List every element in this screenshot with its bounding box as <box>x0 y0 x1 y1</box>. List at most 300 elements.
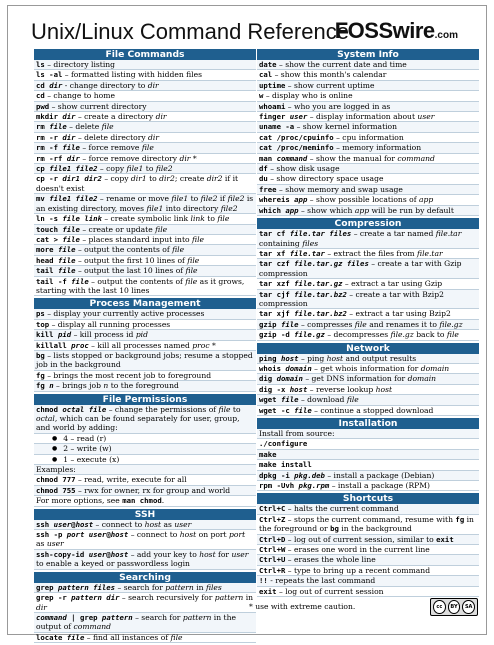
description-text: – log out of current session <box>276 586 384 596</box>
description-text: – show current directory <box>49 101 147 111</box>
command-row <box>257 154 479 164</box>
command-row <box>34 475 256 485</box>
description-text: – delete <box>66 122 102 132</box>
argument-reference: pattern <box>214 593 244 603</box>
description-text: – show directory space usage <box>267 174 384 184</box>
description-text: – lists stopped or background jobs; resume a stopped job in the background <box>36 350 253 370</box>
section-heading: File Commands <box>34 49 256 60</box>
argument-reference: dir2 <box>206 174 223 184</box>
command-text: bg <box>330 524 339 534</box>
command-argument: file.gz <box>294 330 325 340</box>
command-row <box>257 566 479 576</box>
command-row <box>257 504 479 514</box>
argument-reference: file <box>185 266 198 276</box>
command-text: Ctrl+U <box>259 555 286 565</box>
description-text: – display who is online <box>263 91 353 101</box>
description-text: – copy <box>101 174 131 184</box>
argument-reference: domain <box>420 363 450 373</box>
command-text: cd <box>36 91 45 101</box>
description-text: – compresses <box>298 319 355 329</box>
description-text: * <box>190 153 197 163</box>
argument-reference: file <box>192 234 204 244</box>
command-row <box>257 354 479 364</box>
command-text: wget <box>259 395 281 405</box>
command-row <box>34 133 256 143</box>
description-text: will be run by default <box>369 205 454 215</box>
command-argument: file <box>62 224 80 234</box>
command-text: chmod 755 <box>36 485 76 495</box>
command-text: rm -f <box>36 143 63 153</box>
permission-bullet: ● 2 – write (w) <box>36 444 254 453</box>
command-text: cp -r <box>36 174 63 184</box>
section-heading: Process Management <box>34 298 256 309</box>
command-argument: file <box>57 255 76 265</box>
creative-commons-icon <box>430 598 478 616</box>
argument-reference: file <box>446 330 459 340</box>
command-row <box>34 194 256 214</box>
argument-reference: user <box>174 519 192 529</box>
command-text: ls <box>36 60 45 69</box>
command-argument: command <box>36 612 67 622</box>
command-text: wget -c <box>259 405 295 415</box>
command-row <box>34 245 256 255</box>
command-argument: file <box>49 122 67 132</box>
command-argument: user <box>289 112 308 122</box>
command-row <box>34 583 256 593</box>
command-text: head <box>36 255 58 265</box>
command-row <box>257 102 479 112</box>
description-text: – brings the most recent job to foreground <box>44 370 212 380</box>
description-text: – directory listing <box>44 60 116 69</box>
command-text: ping <box>259 353 281 363</box>
command-text: make <box>259 449 277 459</box>
command-text: tar cjf <box>259 289 295 299</box>
by-label: BY <box>448 600 461 614</box>
description-text: to <box>188 194 201 204</box>
command-text: free <box>259 184 277 194</box>
command-argument: file.tar.gz <box>294 279 343 289</box>
command-text: whereis <box>259 195 295 205</box>
command-argument: file <box>71 276 89 286</box>
argument-reference: host <box>144 519 162 529</box>
command-text: gzip -d <box>259 330 295 340</box>
argument-reference: file2 <box>155 164 173 174</box>
argument-reference: file <box>217 214 230 224</box>
command-text: mv <box>36 194 50 204</box>
description-text: – search for <box>115 582 166 592</box>
argument-reference: file1 <box>171 194 189 204</box>
argument-reference: user <box>231 549 249 559</box>
argument-reference: host <box>326 353 344 363</box>
description-text: ; create <box>174 174 207 184</box>
command-row <box>257 81 479 91</box>
command-row <box>257 60 479 70</box>
command-argument: dir1 dir2 <box>62 174 102 184</box>
command-text: du <box>259 174 268 184</box>
command-row <box>257 229 479 249</box>
argument-reference: file <box>346 395 359 405</box>
command-row <box>34 550 256 570</box>
command-text: @ <box>106 549 111 559</box>
command-argument: pattern <box>101 612 133 622</box>
page-title: Unix/Linux Command Reference <box>31 19 349 44</box>
description-text: – search recursively for <box>119 593 215 603</box>
command-text: touch <box>36 224 63 234</box>
section-searching <box>34 572 256 643</box>
command-text: gzip <box>259 319 281 329</box>
command-row <box>257 290 479 310</box>
argument-reference: dir1 <box>130 174 147 184</box>
command-text: dig -x <box>259 384 290 394</box>
command-text: bg <box>36 350 45 360</box>
command-argument: file1 file2 <box>49 194 98 204</box>
command-text: tar xjf <box>259 309 295 319</box>
description-text: – show the manual for <box>307 153 398 163</box>
command-row <box>34 444 256 454</box>
command-text: locate <box>36 632 67 642</box>
command-argument: file.tar.bz2 <box>294 309 347 319</box>
command-argument: dir <box>66 153 80 163</box>
argument-reference: dir2 <box>159 174 175 184</box>
description-text: - repeats the last command <box>267 576 376 586</box>
argument-reference: host <box>375 384 393 394</box>
permission-bullet: ● 1 – execute (x) <box>36 455 254 464</box>
command-argument: domain <box>285 363 312 373</box>
command-row <box>257 364 479 374</box>
argument-reference: n <box>103 381 109 391</box>
description-text: – connect to <box>93 519 145 529</box>
command-argument: host <box>75 519 94 529</box>
command-row <box>34 309 256 319</box>
command-row <box>34 214 256 224</box>
description-text: for <box>215 549 232 559</box>
description-text: to <box>143 164 156 174</box>
command-argument: command <box>276 153 308 163</box>
command-row <box>34 520 256 530</box>
command-text: top <box>36 319 50 329</box>
command-row <box>257 450 479 460</box>
command-text: uptime <box>259 80 286 90</box>
command-text: tar czf <box>259 259 295 269</box>
description-text: – show the current date and time <box>276 60 407 69</box>
command-row <box>257 471 479 481</box>
command-text: rm <box>36 122 50 132</box>
command-argument: host <box>289 384 308 394</box>
command-text: cal <box>259 70 273 80</box>
command-row <box>257 439 479 449</box>
command-argument: dir <box>62 132 76 142</box>
description-text: – brings job <box>53 381 104 391</box>
argument-reference: proc <box>192 340 210 350</box>
command-row <box>257 545 479 555</box>
description-text: Examples: <box>36 465 76 475</box>
command-text: chmod <box>36 404 63 414</box>
description-text: as <box>161 519 175 529</box>
description-text: – output the contents of <box>88 276 186 286</box>
command-row <box>257 481 479 491</box>
command-row <box>257 429 479 439</box>
argument-reference: host <box>179 530 197 540</box>
command-row <box>257 576 479 586</box>
command-row <box>34 81 256 91</box>
description-text: – copy <box>97 164 127 174</box>
command-row <box>34 351 256 371</box>
command-argument: host <box>110 530 129 540</box>
command-argument: host <box>280 353 299 363</box>
command-row <box>257 143 479 153</box>
command-argument: pattern files <box>57 582 116 592</box>
command-text: ssh <box>36 519 54 529</box>
description-text: – create or update <box>79 224 156 234</box>
command-text: ssh-copy-id <box>36 549 89 559</box>
description-text: – install a package (Debian) <box>324 470 435 480</box>
command-text: !! <box>259 576 268 586</box>
description-text: – halts the current command <box>285 504 399 514</box>
description-text: – change the permissions of <box>106 404 219 414</box>
cheat-sheet <box>7 5 487 642</box>
command-argument: file <box>57 266 76 276</box>
description-text: and renames it to <box>366 319 440 329</box>
command-text: pwd <box>36 101 50 111</box>
description-text: – type to bring up a recent command <box>285 565 431 575</box>
description-text: to enable a keyed or passwordless login <box>36 559 190 569</box>
command-row <box>34 405 256 434</box>
command-row <box>34 434 256 444</box>
section-heading: Installation <box>257 418 479 429</box>
command-argument: app <box>294 195 308 205</box>
command-text: killall <box>36 340 72 350</box>
section-file-commands <box>34 49 256 296</box>
section-ssh <box>34 509 256 570</box>
command-row <box>257 70 479 80</box>
section-heading: Searching <box>34 572 256 583</box>
description-text: – output the contents of <box>75 245 173 255</box>
command-row <box>34 122 256 132</box>
description-text: in the output of <box>36 612 236 632</box>
command-text: more <box>36 245 58 255</box>
description-text: – create a directory <box>75 112 156 122</box>
command-row <box>34 486 256 496</box>
command-text: ssh -p <box>36 530 67 540</box>
description-text: – rename or move <box>97 194 172 204</box>
description-text: to <box>146 174 160 184</box>
command-argument: domain <box>276 374 303 384</box>
description-text: – formatted listing with hidden files <box>62 70 203 80</box>
command-row <box>34 174 256 194</box>
command-text: tar xf <box>259 248 290 258</box>
description-text: – extract the files from <box>324 248 418 258</box>
command-row <box>34 633 256 643</box>
command-text: tail <box>36 266 58 276</box>
command-text: uname -a <box>259 122 295 132</box>
description-text: if <box>217 194 228 204</box>
command-row <box>34 320 256 330</box>
description-text: is an existing directory, moves <box>36 194 254 213</box>
command-text: kill <box>36 330 58 340</box>
command-text: cat /proc/cpuinfo <box>259 132 334 142</box>
description-text: – create a tar with Bzip2 compression <box>259 289 444 308</box>
description-text: in <box>193 582 206 592</box>
command-text: ./configure <box>259 439 308 449</box>
command-row <box>34 341 256 351</box>
command-text: | grep <box>66 612 102 622</box>
description-text: as <box>36 539 47 549</box>
description-text: in the foreground or <box>259 514 474 534</box>
argument-reference: app <box>418 195 434 205</box>
command-row <box>34 371 256 381</box>
command-argument: file <box>57 245 76 255</box>
command-text: @ <box>106 530 111 540</box>
description-text: , which can be found separately for user, group, and world by adding: <box>36 414 240 433</box>
description-text: in the background <box>338 524 412 534</box>
description-text: . <box>161 496 165 506</box>
argument-reference: file2 <box>227 194 245 204</box>
argument-reference: file <box>101 122 114 132</box>
description-text: Install from source: <box>259 429 335 438</box>
description-text: – create a tar named <box>351 229 436 239</box>
command-argument: file <box>294 405 312 415</box>
command-row <box>34 70 256 80</box>
command-row <box>257 91 479 101</box>
description-text: – log out of current session, similar to <box>285 534 437 544</box>
command-text: man chmod <box>122 496 162 506</box>
command-text: exit <box>259 586 277 596</box>
command-row <box>34 496 256 506</box>
command-row <box>257 587 479 597</box>
command-row <box>257 515 479 535</box>
command-text: Ctrl+R <box>259 565 286 575</box>
command-row <box>34 465 256 475</box>
command-text: fg <box>36 370 45 380</box>
description-text: – get DNS information for <box>302 374 408 384</box>
argument-reference: user <box>46 539 64 549</box>
command-row <box>257 330 479 340</box>
command-row <box>34 530 256 550</box>
description-text: to <box>204 214 218 224</box>
argument-reference: file2 <box>200 194 218 204</box>
argument-reference: dir <box>147 80 159 90</box>
command-row <box>34 102 256 112</box>
description-text: – install a package (RPM) <box>329 481 431 491</box>
description-text: – output the last 10 lines of <box>75 266 186 276</box>
description-text: – show kernel information <box>294 122 398 132</box>
description-text: – who you are logged in as <box>285 101 391 111</box>
command-argument: octal file <box>62 404 107 414</box>
argument-reference: file.tar <box>417 248 443 258</box>
description-text: * <box>209 340 216 350</box>
argument-reference: file1 <box>146 203 164 213</box>
sa-label: SA <box>462 600 475 614</box>
description-text: – create a tar with Gzip compression <box>259 259 462 278</box>
description-text: – memory information <box>333 143 422 153</box>
argument-reference: file1 <box>126 164 144 174</box>
command-text: rm -rf <box>36 153 67 163</box>
argument-reference: file <box>172 245 185 255</box>
command-text: Ctrl+D <box>259 534 286 544</box>
argument-reference: dir <box>36 602 47 612</box>
command-text: dig <box>259 374 277 384</box>
command-argument: file <box>66 632 85 642</box>
command-row <box>34 91 256 101</box>
command-row <box>34 164 256 174</box>
description-text: – create symbolic link <box>101 214 191 224</box>
command-row <box>34 112 256 122</box>
description-text: containing <box>259 238 303 248</box>
command-text: tar cf <box>259 229 290 239</box>
section-compression <box>257 218 479 340</box>
command-text: chmod 777 <box>36 475 76 485</box>
command-row <box>34 593 256 613</box>
command-row <box>34 613 256 633</box>
description-text: – search for <box>132 612 183 622</box>
argument-reference: port <box>229 530 246 540</box>
command-text: fg <box>455 514 465 524</box>
command-text: cat /proc/meminfo <box>259 143 334 153</box>
command-text: finger <box>259 112 290 122</box>
description-text: – erases the whole line <box>285 555 376 565</box>
argument-reference: link <box>190 214 205 224</box>
argument-reference: pattern <box>165 582 194 592</box>
description-text: – output the first 10 lines of <box>75 255 188 265</box>
command-row <box>34 256 256 266</box>
section-file-permissions <box>34 394 256 507</box>
command-argument: app <box>285 205 299 215</box>
command-text: dpkg -i <box>259 470 295 480</box>
command-text: cat > <box>36 234 63 244</box>
section-process-management <box>34 298 256 391</box>
command-row <box>34 154 256 164</box>
description-text: on port <box>196 530 230 540</box>
command-argument: file.tar files <box>289 229 352 239</box>
command-text: @ <box>71 519 76 529</box>
command-text: df <box>259 164 268 174</box>
description-text: – force remove <box>79 143 142 153</box>
section-heading: Network <box>257 343 479 354</box>
command-text: rpm -Uvh <box>259 481 299 491</box>
section-installation <box>257 418 479 491</box>
description-text: – kill process id <box>71 330 136 340</box>
description-text: – download <box>298 395 347 405</box>
argument-reference: command <box>397 153 435 163</box>
right-column <box>257 49 479 599</box>
argument-reference: file <box>170 632 183 642</box>
command-argument: file link <box>62 214 102 224</box>
argument-reference: pid <box>135 330 148 340</box>
command-row <box>257 133 479 143</box>
section-shortcuts <box>257 493 479 597</box>
command-row <box>257 374 479 384</box>
section-heading: File Permissions <box>34 394 256 405</box>
command-row <box>257 164 479 174</box>
command-row <box>257 249 479 259</box>
argument-reference: pattern <box>182 612 212 622</box>
argument-reference: octal <box>36 414 55 423</box>
command-row <box>257 535 479 545</box>
command-row <box>34 225 256 235</box>
command-argument: dir <box>49 80 63 90</box>
argument-reference: file.gz <box>390 330 414 340</box>
argument-reference: file <box>141 143 154 153</box>
command-argument: file <box>280 395 299 405</box>
description-text: and output results <box>343 353 417 363</box>
description-text: – stops the current command, resume with <box>285 514 456 524</box>
description-text: – display information about <box>307 112 418 122</box>
section-heading: SSH <box>34 509 256 520</box>
command-row <box>34 266 256 276</box>
argument-reference: file2 <box>220 203 238 213</box>
description-text: – show disk usage <box>267 164 340 174</box>
command-row <box>34 381 256 391</box>
